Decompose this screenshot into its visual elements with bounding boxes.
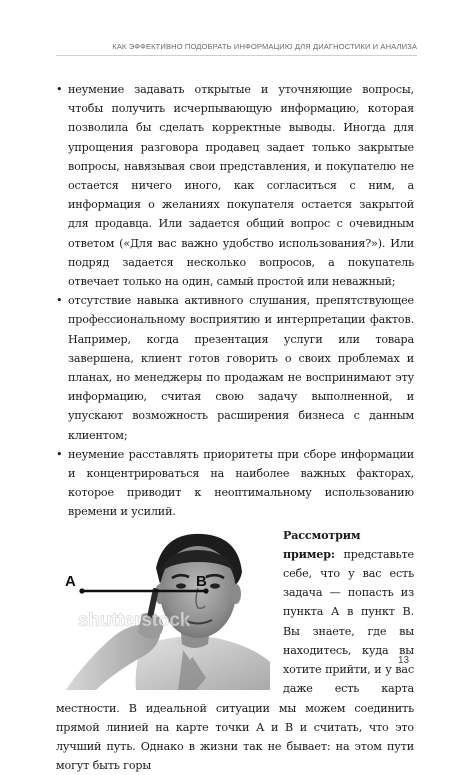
bullet-item: • неумение задавать открытые и уточняющие вопросы, чтобы получить исчерпывающую информацию, которая позволила бы сделать корректные выводы. Иногда для упрощения разговора продавец задает только закрытые вопросы, навязывая свои представления, и покупателю не остается ничего иного, как согласиться с ним, а информация о желаниях покупателя остается закрытой для продавца. Или задается общий вопрос с очевидным ответом («Для вас важно удобство использования?»). Или подряд задается несколько вопросов, а покупатель отвечает только на один, самый простой или неважный;: [56, 80, 414, 291]
man-drawing-line-photo: [56, 528, 270, 690]
bullet-item: • неумение расставлять приоритеты при сборе информации и концентрироваться на наиболее важных факторах, которое приводит к неоптимальному использованию времени и усилий.: [56, 445, 414, 522]
example-lead: Рассмотрим пример:: [283, 528, 361, 561]
example-body: представьте себе, что у вас есть задача — попасть из пункта А в пункт В. Вы знаете, где вы находитесь, куда вы хотите прийти, и у вас даже есть карта местности. В идеальной ситуации мы можем соединить прямой линией на карте точки А и В и считать, что это лучший путь. Однако в жизни так не бывает: на этом пути могут быть горы: [56, 547, 414, 773]
point-a-label: A: [65, 572, 76, 590]
header-rule: [56, 55, 417, 56]
bullet-list: [56, 80, 414, 522]
point-b-label: B: [196, 572, 207, 590]
bullet-item: • отсутствие навыка активного слушания, препятствующее профессиональному восприятию и интерпретации фактов. Например, когда презентация услуги или товара завершена, клиент готов говорить о своих проблемах и планах, но менеджеры по продажам не воспринимают эту информацию, считая свою задачу выполненной, и упускают возможность расширения бизнеса с данным клиентом;: [56, 291, 414, 445]
example-paragraph: [56, 526, 414, 775]
running-header: КАК ЭФФЕКТИВНО ПОДОБРАТЬ ИНФОРМАЦИЮ ДЛЯ ДИАГНОСТИКИ И АНАЛИЗА: [112, 42, 417, 51]
watermark-text: shutterstock: [78, 609, 191, 631]
photo-illustration: [56, 528, 270, 690]
body-text: [56, 80, 414, 775]
page-number: 13: [398, 655, 410, 666]
